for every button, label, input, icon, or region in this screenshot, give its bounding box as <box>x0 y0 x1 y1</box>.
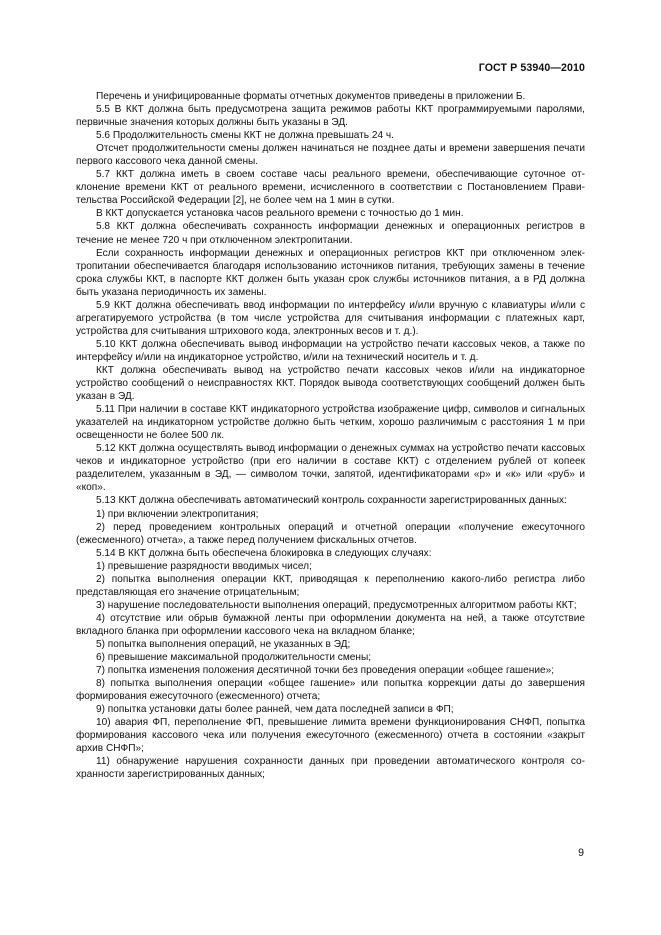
list-item: 11) обнаружение нарушения сохранности данных при проведении автоматического контроля сохранности зарегистрированных данных; <box>76 756 585 781</box>
list-item: 6) превышение максимальной продолжительности смены; <box>96 652 372 664</box>
list-item: 2) перед проведением контрольных операций и отчетной операции «получение ежесуточного (ежесменного) отчета», а также перед получением фискальных отчетов. <box>76 521 585 546</box>
list-item: 3) нарушение последовательности выполнения операций, предусмотренных алгоритмом работы ККТ; <box>96 599 577 611</box>
list-item: 7) попытка изменения положения десятичной точки без проведения операции «общее гашение»; <box>96 665 554 677</box>
list-item: 1) превышение разрядности вводимых чисел; <box>96 560 312 572</box>
paragraph: 5.13 ККТ должна обеспечивать автоматический контроль сохранности зарегистрированных данных: <box>96 495 567 507</box>
list-item: 10) авария ФП, переполнение ФП, превышение лимита времени функционирования СНФП, попытка формирования кассового чека или получения ежесуточного (ежесменного) отчета в состоянии «закрыт архив СНФП»; <box>76 717 585 755</box>
paragraph: 5.10 ККТ должна обеспечивать вывод информации на устройство печати кассовых чеков, а также по интерфейсу и/или на индикаторное устройство, и/или на технический носитель и т. д. <box>76 338 585 363</box>
paragraph: Перечень и унифицированные форматы отчетных документов приведены в приложении Б. <box>96 91 526 102</box>
page-number: 9 <box>578 847 584 859</box>
paragraph: 5.9 ККТ должна обеспечивать ввод информации по интерфейсу и/или вручную с клавиатуры и/или с агрегатируемого устройства (в том числе устройства для считывания информации с платежных карт, устройства для считывания штрихового кода, электронных весов и т. д.). <box>76 299 585 337</box>
list-item: 5) попытка выполнения операций, не указанных в ЭД; <box>96 638 351 650</box>
paragraph: 5.12 ККТ должна осуществлять вывод информации о денежных суммах на устройство печати кассовых чеков и индикаторное устройство (при его наличии в составе ККТ) с отделением рублей от копеек разделителем, указанным в ЭД, — символом точки, запятой, идентификаторами «р» и «к» или «руб» и «коп». <box>76 443 585 494</box>
paragraph: 5.7 ККТ должна иметь в своем составе часы реального времени, обеспечивающие суточное отклонение времени ККТ от реального времени, исчисленного в соответствии с Постановлением Правительства Российской Федерации [2], не более чем на 1 мин в сутки. <box>76 169 585 207</box>
list-item: 4) отсутствие или обрыв бумажной ленты при оформлении документа на ней, а также отсутствие вкладного бланка при оформлении кассового чека на вкладном бланке; <box>76 612 585 637</box>
paragraph: Отсчет продолжительности смены должен начинаться не позднее даты и времени завершения печати первого кассового чека данной смены. <box>76 143 585 168</box>
paragraph: 5.8 ККТ должна обеспечивать сохранность информации денежных и операционных регистров в течение не менее 720 ч при отключенном электропитании. <box>76 221 585 246</box>
paragraph: 5.5 В ККТ должна быть предусмотрена защита режимов работы ККТ программируемыми паролями, первичные значения которых должны быть указаны в ЭД. <box>76 104 585 129</box>
paragraph: 5.14 В ККТ должна быть обеспечена блокировка в следующих случаях: <box>96 547 432 559</box>
paragraph: 5.6 Продолжительность смены ККТ не должна превышать 24 ч. <box>96 130 394 142</box>
list-item: 1) при включении электропитания; <box>96 508 259 520</box>
list-item: 2) попытка выполнения операции ККТ, приводящая к переполнению какого-либо регистра либо представляющая его значение отрицательным; <box>76 573 585 598</box>
document-standard-number: ГОСТ Р 53940—2010 <box>478 62 585 74</box>
list-item: 8) попытка выполнения операции «общее гашение» или попытка коррекции даты до завершения формирования ежесуточного (ежесменного) отчета; <box>76 678 585 703</box>
paragraph: 5.11 При наличии в составе ККТ индикаторного устройства изображение цифр, символов и сигнальных указателей на индикаторном устройстве должно быть четким, хорошо различимым с расстояния 1 м при освещенности не более 500 лк. <box>76 404 585 442</box>
paragraph: Если сохранность информации денежных и операционных регистров ККТ при отключенном электропитании обеспечивается благодаря использованию источников питания, требующих замены в течение срока службы ККТ, в паспорте ККТ должен быть указан срок службы источников питания, а в РД должна быть указана периодичность их замены. <box>76 247 585 298</box>
list-item: 9) попытка установки даты более ранней, чем дата последней записи в ФП; <box>96 704 454 716</box>
paragraph: ККТ должна обеспечивать вывод на устройство печати кассовых чеков и/или на индикаторное устройство сообщений о неисправностях ККТ. Порядок вывода соответствующих сообщений должен быть указан в ЭД. <box>76 364 585 403</box>
paragraph: В ККТ допускается установка часов реального времени с точностью до 1 мин. <box>96 208 464 220</box>
document-body <box>76 90 585 781</box>
